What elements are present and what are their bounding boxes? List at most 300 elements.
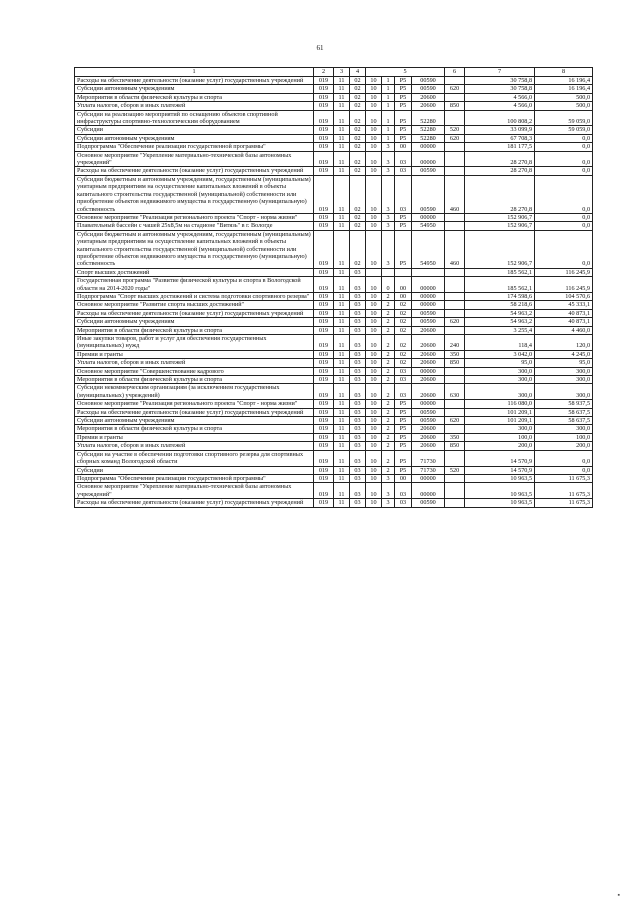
- table-cell: 10: [366, 230, 382, 268]
- table-cell: 00000: [412, 301, 445, 309]
- table-cell: 02: [350, 151, 366, 167]
- table-cell: 03: [395, 499, 412, 507]
- table-cell: 4 566,0: [465, 102, 535, 110]
- table-cell: [445, 213, 465, 221]
- table-cell: 300,0: [465, 367, 535, 375]
- table-cell: 10: [366, 126, 382, 134]
- table-cell: 019: [314, 292, 334, 300]
- table-cell: 28 270,8: [465, 175, 535, 213]
- table-cell: 16 196,4: [535, 77, 593, 85]
- table-row: [75, 474, 593, 482]
- table-cell: 02: [395, 318, 412, 326]
- row-label: Плавательный бассейн с чашей 25х8,5м на стадионе "Витязь" в г. Вологде: [75, 222, 314, 230]
- table-cell: P5: [395, 417, 412, 425]
- table-cell: 3: [382, 230, 395, 268]
- table-cell: 52280: [412, 110, 445, 126]
- row-label: Расходы на обеспечение деятельности (оказание услуг) государственных учреждений: [75, 309, 314, 317]
- table-row: [75, 230, 593, 268]
- header-cell: 6: [445, 68, 465, 77]
- table-cell: 630: [445, 384, 465, 400]
- table-cell: 03: [350, 483, 366, 499]
- table-row: [75, 110, 593, 126]
- table-cell: 02: [350, 102, 366, 110]
- table-cell: 0,0: [535, 230, 593, 268]
- row-label: Уплата налогов, сборов и иных платежей: [75, 359, 314, 367]
- table-cell: 10: [366, 222, 382, 230]
- table-cell: 11 675,3: [535, 499, 593, 507]
- table-cell: 67 708,3: [465, 134, 535, 142]
- table-cell: 019: [314, 93, 334, 101]
- table-cell: [445, 450, 465, 466]
- table-cell: 019: [314, 483, 334, 499]
- table-row: [75, 222, 593, 230]
- table-cell: 2: [382, 466, 395, 474]
- table-cell: 28 270,8: [465, 167, 535, 175]
- table-cell: P5: [395, 110, 412, 126]
- table-cell: 019: [314, 151, 334, 167]
- table-cell: 10: [366, 326, 382, 334]
- row-label: Основное мероприятие "Укрепление материально-технической базы автономных учреждений": [75, 151, 314, 167]
- table-cell: 0,0: [535, 167, 593, 175]
- table-cell: [445, 77, 465, 85]
- table-cell: 019: [314, 309, 334, 317]
- table-cell: 3: [382, 143, 395, 151]
- row-label: Расходы на обеспечение деятельности (оказание услуг) государственных учреждений: [75, 77, 314, 85]
- table-cell: 10: [366, 499, 382, 507]
- table-cell: 00000: [412, 400, 445, 408]
- table-cell: 00590: [412, 309, 445, 317]
- table-cell: 520: [445, 126, 465, 134]
- table-cell: 02: [395, 350, 412, 358]
- table-cell: 11: [334, 126, 350, 134]
- table-row: [75, 376, 593, 384]
- table-cell: 019: [314, 134, 334, 142]
- table-cell: 2: [382, 359, 395, 367]
- table-row: [75, 301, 593, 309]
- table-cell: 20600: [412, 102, 445, 110]
- table-cell: 0: [382, 277, 395, 293]
- table-cell: 0,0: [535, 466, 593, 474]
- table-cell: 0,0: [535, 450, 593, 466]
- table-cell: 200,0: [535, 442, 593, 450]
- table-cell: 33 099,9: [465, 126, 535, 134]
- table-cell: 1: [382, 134, 395, 142]
- table-cell: [445, 143, 465, 151]
- table-cell: 02: [350, 213, 366, 221]
- table-cell: [445, 268, 465, 276]
- table-cell: 03: [350, 292, 366, 300]
- table-cell: 00: [395, 474, 412, 482]
- table-cell: 10 963,5: [465, 499, 535, 507]
- table-cell: 20600: [412, 442, 445, 450]
- row-label: Основное мероприятие "Развитие спорта высших достижений": [75, 301, 314, 309]
- table-cell: 520: [445, 466, 465, 474]
- table-cell: 850: [445, 102, 465, 110]
- table-cell: 120,0: [535, 335, 593, 351]
- table-row: [75, 93, 593, 101]
- table-cell: 104 570,6: [535, 292, 593, 300]
- table-cell: 02: [350, 230, 366, 268]
- table-cell: 200,0: [465, 442, 535, 450]
- table-cell: 10: [366, 384, 382, 400]
- table-row: [75, 433, 593, 441]
- header-cell: 2: [314, 68, 334, 77]
- table-cell: 850: [445, 359, 465, 367]
- table-cell: [382, 268, 395, 276]
- table-cell: P5: [395, 102, 412, 110]
- table-cell: 2: [382, 309, 395, 317]
- table-cell: 1: [382, 93, 395, 101]
- row-label: Субсидии на участие в обеспечении подготовки спортивного резерва для спортивных сборных команд Вологодской области: [75, 450, 314, 466]
- table-cell: 00000: [412, 151, 445, 167]
- table-cell: 02: [350, 85, 366, 93]
- table-cell: 101 209,1: [465, 417, 535, 425]
- table-row: [75, 466, 593, 474]
- header-cell: 3: [334, 68, 350, 77]
- table-cell: 02: [350, 175, 366, 213]
- table-cell: 2: [382, 367, 395, 375]
- table-cell: 10: [366, 350, 382, 358]
- table-cell: 02: [350, 134, 366, 142]
- table-cell: 10: [366, 359, 382, 367]
- table-cell: [412, 268, 445, 276]
- table-cell: 03: [350, 277, 366, 293]
- table-cell: 2: [382, 301, 395, 309]
- table-cell: 116 245,9: [535, 277, 593, 293]
- table-cell: 019: [314, 433, 334, 441]
- table-cell: P5: [395, 222, 412, 230]
- row-label: Мероприятия в области физической культуры и спорта: [75, 93, 314, 101]
- table-cell: 019: [314, 442, 334, 450]
- table-cell: 11: [334, 466, 350, 474]
- table-cell: 10: [366, 292, 382, 300]
- table-cell: 11: [334, 277, 350, 293]
- table-cell: 460: [445, 230, 465, 268]
- table-cell: [445, 151, 465, 167]
- table-cell: 58 637,5: [535, 417, 593, 425]
- table-cell: 11: [334, 367, 350, 375]
- table-cell: 02: [350, 143, 366, 151]
- table-cell: 03: [350, 309, 366, 317]
- table-cell: 20600: [412, 359, 445, 367]
- table-cell: 0,0: [535, 213, 593, 221]
- table-cell: 20600: [412, 425, 445, 433]
- table-cell: [445, 408, 465, 416]
- table-cell: 03: [395, 384, 412, 400]
- table-cell: [445, 167, 465, 175]
- table-cell: 019: [314, 143, 334, 151]
- row-label: Субсидии автономным учреждениям: [75, 318, 314, 326]
- table-cell: 850: [445, 442, 465, 450]
- table-cell: 019: [314, 277, 334, 293]
- table-cell: 02: [395, 309, 412, 317]
- table-cell: 54950: [412, 230, 445, 268]
- table-cell: 152 906,7: [465, 213, 535, 221]
- table-cell: 174 598,6: [465, 292, 535, 300]
- table-cell: 019: [314, 230, 334, 268]
- table-cell: [445, 110, 465, 126]
- row-label: Субсидии на реализацию мероприятий по оснащению объектов спортивной инфраструктуры спортивно-технологическим оборудованием: [75, 110, 314, 126]
- table-cell: 02: [350, 93, 366, 101]
- table-cell: 019: [314, 268, 334, 276]
- table-cell: 02: [395, 301, 412, 309]
- table-cell: 00000: [412, 483, 445, 499]
- table-cell: 460: [445, 175, 465, 213]
- table-cell: 11: [334, 77, 350, 85]
- row-label: Мероприятия в области физической культуры и спорта: [75, 326, 314, 334]
- table-cell: 4 245,0: [535, 350, 593, 358]
- table-cell: 300,0: [535, 425, 593, 433]
- table-cell: 03: [350, 318, 366, 326]
- table-cell: 10: [366, 474, 382, 482]
- table-cell: 620: [445, 318, 465, 326]
- table-cell: P5: [395, 85, 412, 93]
- table-cell: 11: [334, 309, 350, 317]
- table-cell: 11 675,3: [535, 474, 593, 482]
- table-cell: 03: [350, 433, 366, 441]
- row-label: Премии и гранты: [75, 433, 314, 441]
- table-cell: 16 196,4: [535, 85, 593, 93]
- table-cell: [445, 301, 465, 309]
- table-cell: 10: [366, 433, 382, 441]
- table-cell: 019: [314, 417, 334, 425]
- table-cell: 10: [366, 102, 382, 110]
- table-cell: 2: [382, 292, 395, 300]
- table-cell: 10: [366, 85, 382, 93]
- table-cell: 019: [314, 175, 334, 213]
- table-cell: 20600: [412, 376, 445, 384]
- table-cell: 03: [350, 350, 366, 358]
- table-cell: 11: [334, 102, 350, 110]
- table-cell: 02: [350, 222, 366, 230]
- table-cell: 10: [366, 425, 382, 433]
- table-cell: 3: [382, 151, 395, 167]
- table-cell: 03: [350, 376, 366, 384]
- table-cell: 11: [334, 376, 350, 384]
- table-row: [75, 167, 593, 175]
- row-label: Мероприятия в области физической культуры и спорта: [75, 376, 314, 384]
- table-row: [75, 359, 593, 367]
- table-row: [75, 400, 593, 408]
- table-cell: 350: [445, 350, 465, 358]
- table-cell: 54950: [412, 222, 445, 230]
- table-row: [75, 143, 593, 151]
- table-cell: 019: [314, 326, 334, 334]
- table-cell: 2: [382, 433, 395, 441]
- table-cell: 45 333,1: [535, 301, 593, 309]
- table-row: [75, 350, 593, 358]
- table-cell: 1: [382, 102, 395, 110]
- row-label: Основное мероприятие "Реализация регионального проекта "Спорт - норма жизни": [75, 400, 314, 408]
- table-cell: 00: [395, 143, 412, 151]
- table-cell: 3: [382, 213, 395, 221]
- table-cell: P5: [395, 425, 412, 433]
- table-cell: 019: [314, 367, 334, 375]
- table-cell: 00590: [412, 499, 445, 507]
- table-row: [75, 483, 593, 499]
- table-cell: 350: [445, 433, 465, 441]
- table-cell: 300,0: [535, 376, 593, 384]
- row-label: Государственная программа "Развитие физической культуры и спорта в Вологодской области на 2014-2020 годы": [75, 277, 314, 293]
- table-cell: 10: [366, 367, 382, 375]
- table-cell: 11: [334, 408, 350, 416]
- table-cell: 11: [334, 384, 350, 400]
- table-cell: [395, 268, 412, 276]
- table-cell: 019: [314, 301, 334, 309]
- table-row: [75, 450, 593, 466]
- table-cell: 019: [314, 408, 334, 416]
- table-cell: 019: [314, 126, 334, 134]
- table-cell: 03: [350, 359, 366, 367]
- table-cell: 019: [314, 85, 334, 93]
- table-cell: [445, 499, 465, 507]
- table-cell: 03: [395, 175, 412, 213]
- table-cell: [445, 425, 465, 433]
- table-row: [75, 77, 593, 85]
- table-cell: 0,0: [535, 175, 593, 213]
- table-row: [75, 268, 593, 276]
- table-row: [75, 85, 593, 93]
- row-label: Субсидии автономным учреждениям: [75, 417, 314, 425]
- row-label: Расходы на обеспечение деятельности (оказание услуг) государственных учреждений: [75, 499, 314, 507]
- table-cell: 11: [334, 450, 350, 466]
- table-cell: 11: [334, 318, 350, 326]
- row-label: Мероприятия в области физической культуры и спорта: [75, 425, 314, 433]
- row-label: Субсидии бюджетным и автономным учреждениям, государственным (муниципальным) унитарным предприятиям на осуществление капитальных вложений в объекты капитального строительства государственной (муниципальной) собственности или приобретение объектов недвижимого имущества в государственную (муниципальную) собственность: [75, 175, 314, 213]
- table-cell: 11: [334, 143, 350, 151]
- table-cell: [445, 222, 465, 230]
- table-cell: 10: [366, 134, 382, 142]
- table-cell: 11: [334, 230, 350, 268]
- table-cell: 03: [395, 151, 412, 167]
- table-cell: 0,0: [535, 222, 593, 230]
- table-cell: 20600: [412, 384, 445, 400]
- table-cell: 3: [382, 483, 395, 499]
- row-label: Спорт высших достижений: [75, 268, 314, 276]
- table-cell: 00000: [412, 277, 445, 293]
- table-cell: 10 963,5: [465, 483, 535, 499]
- table-cell: 59 059,0: [535, 126, 593, 134]
- table-cell: 00590: [412, 77, 445, 85]
- row-label: Основное мероприятие "Реализация регионального проекта "Спорт - норма жизни": [75, 213, 314, 221]
- row-label: Расходы на обеспечение деятельности (оказание услуг) государственных учреждений: [75, 167, 314, 175]
- table-cell: [445, 483, 465, 499]
- table-cell: 11: [334, 400, 350, 408]
- page-number: 61: [316, 44, 324, 52]
- table-cell: 71730: [412, 450, 445, 466]
- table-cell: 3 255,4: [465, 326, 535, 334]
- table-cell: 620: [445, 85, 465, 93]
- table-cell: 10: [366, 143, 382, 151]
- table-cell: 03: [350, 268, 366, 276]
- table-cell: 10 963,5: [465, 474, 535, 482]
- table-cell: 00: [395, 277, 412, 293]
- table-cell: 54 963,2: [465, 318, 535, 326]
- table-row: [75, 309, 593, 317]
- table-cell: 03: [350, 474, 366, 482]
- table-cell: 02: [395, 359, 412, 367]
- table-header-row: [75, 68, 593, 77]
- row-label: Субсидии: [75, 126, 314, 134]
- table-cell: 20600: [412, 433, 445, 441]
- row-label: Субсидии: [75, 466, 314, 474]
- table-cell: 500,0: [535, 93, 593, 101]
- table-cell: 03: [395, 376, 412, 384]
- row-label: Подпрограмма "Спорт высших достижений и система подготовки спортивного резерва": [75, 292, 314, 300]
- table-cell: 59 059,0: [535, 110, 593, 126]
- table-cell: 2: [382, 450, 395, 466]
- table-cell: 116 245,9: [535, 268, 593, 276]
- table-row: [75, 292, 593, 300]
- table-cell: 11: [334, 474, 350, 482]
- table-cell: 300,0: [535, 367, 593, 375]
- header-cell: 5: [366, 68, 445, 77]
- table-cell: 118,4: [465, 335, 535, 351]
- table-cell: 019: [314, 400, 334, 408]
- table-cell: 4 460,0: [535, 326, 593, 334]
- table-row: [75, 213, 593, 221]
- table-cell: 019: [314, 318, 334, 326]
- table-cell: 00000: [412, 143, 445, 151]
- table-cell: 10: [366, 450, 382, 466]
- table-cell: 40 873,1: [535, 318, 593, 326]
- table-cell: 03: [350, 499, 366, 507]
- table-cell: 00000: [412, 474, 445, 482]
- table-cell: 0,0: [535, 134, 593, 142]
- table-cell: P5: [395, 433, 412, 441]
- table-cell: 02: [350, 126, 366, 134]
- table-cell: 02: [395, 326, 412, 334]
- table-cell: 11: [334, 433, 350, 441]
- row-label: Основное мероприятие "Укрепление материально-технической базы автономных учреждений": [75, 483, 314, 499]
- table-cell: 95,0: [535, 359, 593, 367]
- table-cell: 019: [314, 222, 334, 230]
- table-cell: 14 570,9: [465, 466, 535, 474]
- table-cell: 03: [350, 335, 366, 351]
- table-cell: 00000: [412, 213, 445, 221]
- table-cell: 14 570,9: [465, 450, 535, 466]
- table-cell: 620: [445, 134, 465, 142]
- table-cell: 10: [366, 309, 382, 317]
- table-cell: 019: [314, 77, 334, 85]
- table-cell: P5: [395, 442, 412, 450]
- table-cell: P5: [395, 126, 412, 134]
- table-cell: 2: [382, 417, 395, 425]
- table-cell: 019: [314, 335, 334, 351]
- table-cell: P5: [395, 213, 412, 221]
- table-cell: 019: [314, 384, 334, 400]
- table-cell: 300,0: [465, 376, 535, 384]
- table-cell: 100,0: [465, 433, 535, 441]
- budget-table: [74, 67, 593, 508]
- table-cell: 019: [314, 450, 334, 466]
- row-label: Подпрограмма "Обеспечение реализации государственной программы": [75, 143, 314, 151]
- table-cell: 03: [395, 483, 412, 499]
- table-cell: 02: [350, 110, 366, 126]
- row-label: Иные закупки товаров, работ и услуг для обеспечения государственных (муниципальных) нужд: [75, 335, 314, 351]
- table-cell: 019: [314, 350, 334, 358]
- row-label: Основное мероприятие "Совершенствование кадрового: [75, 367, 314, 375]
- table-row: [75, 417, 593, 425]
- table-cell: 152 906,7: [465, 230, 535, 268]
- table-cell: 02: [395, 335, 412, 351]
- table-row: [75, 499, 593, 507]
- table-cell: 11 675,3: [535, 483, 593, 499]
- table-cell: 10: [366, 318, 382, 326]
- table-cell: 10: [366, 175, 382, 213]
- table-cell: P5: [395, 230, 412, 268]
- table-cell: 11: [334, 213, 350, 221]
